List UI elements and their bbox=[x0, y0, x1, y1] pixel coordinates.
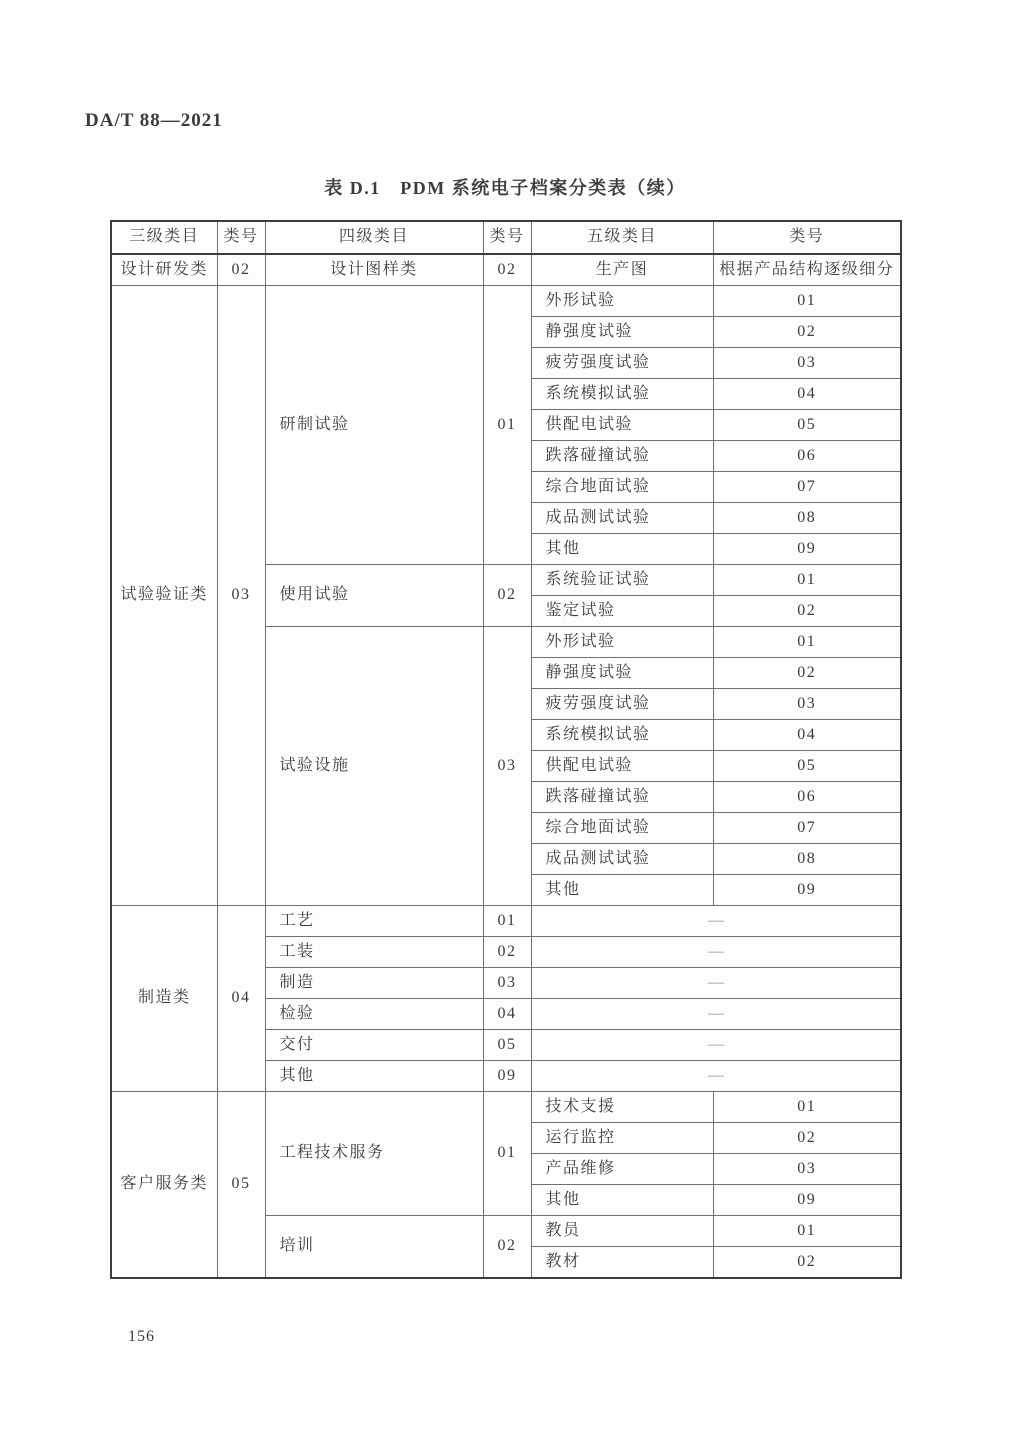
table-header-row bbox=[111, 221, 901, 254]
table-cell: 培训 bbox=[265, 1216, 483, 1279]
table-cell: 客户服务类 bbox=[111, 1092, 217, 1279]
table-cell: 04 bbox=[713, 379, 901, 410]
table-cell: 09 bbox=[713, 1185, 901, 1216]
table-cell: — bbox=[531, 1030, 901, 1061]
table-header-cell: 四级类目 bbox=[265, 221, 483, 254]
table-cell: 04 bbox=[713, 720, 901, 751]
table-cell: 其他 bbox=[531, 1185, 713, 1216]
table-cell: 03 bbox=[483, 627, 531, 906]
table-row bbox=[111, 286, 901, 317]
table-row bbox=[111, 906, 901, 937]
table-cell: 试验验证类 bbox=[111, 286, 217, 906]
table-cell: 根据产品结构逐级细分 bbox=[713, 254, 901, 286]
table-cell: 跌落碰撞试验 bbox=[531, 782, 713, 813]
table-cell: 05 bbox=[483, 1030, 531, 1061]
table-cell: 01 bbox=[713, 286, 901, 317]
table-row bbox=[111, 254, 901, 286]
table-header-cell: 类号 bbox=[217, 221, 265, 254]
table-cell: 交付 bbox=[265, 1030, 483, 1061]
table-cell: — bbox=[531, 968, 901, 999]
table-cell: 供配电试验 bbox=[531, 751, 713, 782]
table-cell: 03 bbox=[483, 968, 531, 999]
table-cell: 08 bbox=[713, 503, 901, 534]
table-cell: 01 bbox=[483, 286, 531, 565]
table-header-cell: 类号 bbox=[713, 221, 901, 254]
table-cell: 教材 bbox=[531, 1247, 713, 1279]
table-cell: 疲劳强度试验 bbox=[531, 689, 713, 720]
table-cell: 外形试验 bbox=[531, 286, 713, 317]
table-cell: 02 bbox=[217, 254, 265, 286]
table-cell: 工程技术服务 bbox=[265, 1092, 483, 1216]
table-header-cell: 三级类目 bbox=[111, 221, 217, 254]
table-header-cell: 五级类目 bbox=[531, 221, 713, 254]
standard-code: DA/T 88—2021 bbox=[85, 110, 223, 131]
classification-table bbox=[110, 220, 902, 1279]
table-cell: 成品测试试验 bbox=[531, 503, 713, 534]
table-cell: 01 bbox=[483, 1092, 531, 1216]
table-cell: 试验设施 bbox=[265, 627, 483, 906]
table-cell: 01 bbox=[713, 1216, 901, 1247]
table-row bbox=[111, 1092, 901, 1123]
table-cell: 工艺 bbox=[265, 906, 483, 937]
table-cell: 02 bbox=[483, 937, 531, 968]
table-cell: 02 bbox=[483, 254, 531, 286]
table-cell: — bbox=[531, 937, 901, 968]
table-cell: 02 bbox=[713, 1123, 901, 1154]
table-cell: 跌落碰撞试验 bbox=[531, 441, 713, 472]
table-cell: 制造 bbox=[265, 968, 483, 999]
table-cell: 08 bbox=[713, 844, 901, 875]
table-cell: 设计研发类 bbox=[111, 254, 217, 286]
table-cell: 09 bbox=[713, 875, 901, 906]
table-cell: 设计图样类 bbox=[265, 254, 483, 286]
table-head bbox=[111, 221, 901, 254]
table-cell: 09 bbox=[713, 534, 901, 565]
table-cell: 外形试验 bbox=[531, 627, 713, 658]
table-cell: 工装 bbox=[265, 937, 483, 968]
table-cell: 01 bbox=[483, 906, 531, 937]
table-cell: 02 bbox=[713, 658, 901, 689]
table-cell: 制造类 bbox=[111, 906, 217, 1092]
table-cell: — bbox=[531, 1061, 901, 1092]
table-cell: 03 bbox=[217, 286, 265, 906]
table-cell: 检验 bbox=[265, 999, 483, 1030]
table-cell: 系统模拟试验 bbox=[531, 720, 713, 751]
table-body bbox=[111, 254, 901, 1278]
page-number: 156 bbox=[128, 1328, 155, 1345]
table-cell: 02 bbox=[483, 1216, 531, 1279]
table-cell: 系统模拟试验 bbox=[531, 379, 713, 410]
table-cell: 教员 bbox=[531, 1216, 713, 1247]
table-cell: 其他 bbox=[265, 1061, 483, 1092]
table-cell: 其他 bbox=[531, 534, 713, 565]
table-cell: 成品测试试验 bbox=[531, 844, 713, 875]
table-cell: 综合地面试验 bbox=[531, 472, 713, 503]
table-cell: 06 bbox=[713, 441, 901, 472]
table-title: 表 D.1 PDM 系统电子档案分类表（续） bbox=[324, 178, 686, 198]
table-cell: 02 bbox=[713, 596, 901, 627]
table-cell: 04 bbox=[483, 999, 531, 1030]
table-cell: 03 bbox=[713, 348, 901, 379]
table-cell: 01 bbox=[713, 565, 901, 596]
table-cell: 运行监控 bbox=[531, 1123, 713, 1154]
table-cell: 02 bbox=[483, 565, 531, 627]
table-cell: 04 bbox=[217, 906, 265, 1092]
table-cell: 供配电试验 bbox=[531, 410, 713, 441]
table-cell: — bbox=[531, 999, 901, 1030]
table-cell: 生产图 bbox=[531, 254, 713, 286]
table-cell: 01 bbox=[713, 627, 901, 658]
table-cell: 鉴定试验 bbox=[531, 596, 713, 627]
table-cell: 09 bbox=[483, 1061, 531, 1092]
table-cell: 05 bbox=[713, 751, 901, 782]
table-cell: 07 bbox=[713, 813, 901, 844]
table-cell: 疲劳强度试验 bbox=[531, 348, 713, 379]
table-cell: 03 bbox=[713, 689, 901, 720]
table-cell: 02 bbox=[713, 317, 901, 348]
table-cell: 静强度试验 bbox=[531, 317, 713, 348]
table-cell: 系统验证试验 bbox=[531, 565, 713, 596]
table-cell: 05 bbox=[217, 1092, 265, 1279]
table-cell: — bbox=[531, 906, 901, 937]
table-cell: 03 bbox=[713, 1154, 901, 1185]
table-cell: 静强度试验 bbox=[531, 658, 713, 689]
table-cell: 技术支援 bbox=[531, 1092, 713, 1123]
table-cell: 07 bbox=[713, 472, 901, 503]
table-cell: 综合地面试验 bbox=[531, 813, 713, 844]
table-cell: 其他 bbox=[531, 875, 713, 906]
table-cell: 02 bbox=[713, 1247, 901, 1279]
table-cell: 使用试验 bbox=[265, 565, 483, 627]
table-cell: 产品维修 bbox=[531, 1154, 713, 1185]
table-header-cell: 类号 bbox=[483, 221, 531, 254]
table-cell: 05 bbox=[713, 410, 901, 441]
table-cell: 研制试验 bbox=[265, 286, 483, 565]
table-cell: 01 bbox=[713, 1092, 901, 1123]
table-cell: 06 bbox=[713, 782, 901, 813]
